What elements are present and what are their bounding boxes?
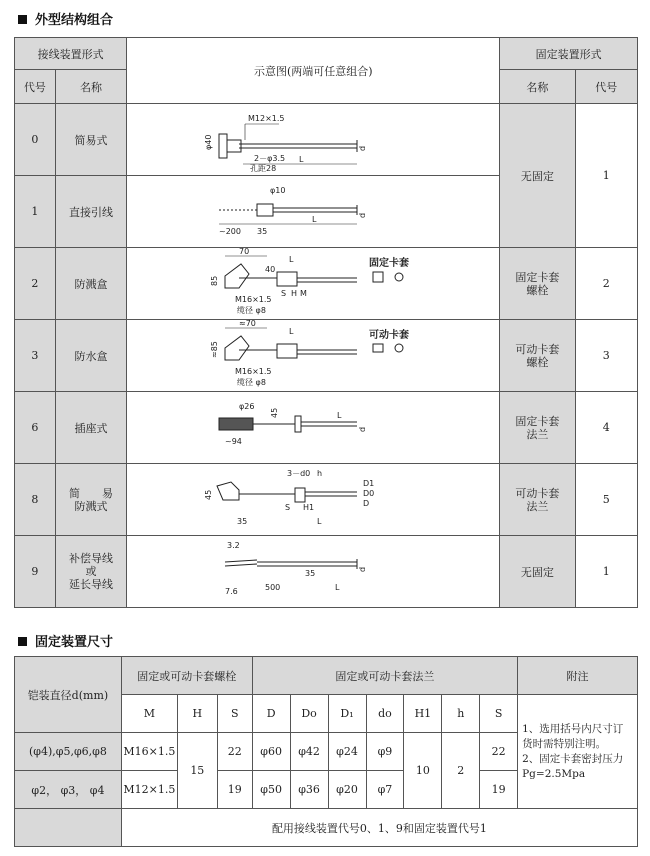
s2-cell: 19 [480, 771, 518, 809]
svg-text:~94: ~94 [225, 437, 243, 446]
diameter-cell: (φ4),φ5,φ6,φ8 [15, 733, 122, 771]
row-name: 直接引线 [55, 176, 127, 248]
row-name: 简易式 [55, 104, 127, 176]
svg-text:d: d [358, 212, 368, 218]
svg-text:70: 70 [239, 248, 250, 256]
fix-code: 3 [575, 320, 637, 392]
diagram-simple-splash [127, 464, 500, 536]
row-code: 0 [15, 104, 56, 176]
col-header: H1 [404, 695, 442, 733]
svg-text:φ10: φ10 [270, 186, 286, 195]
structure-table [14, 37, 638, 608]
section-title-structure [18, 9, 113, 28]
d1-cell: φ20 [328, 771, 366, 809]
notes-cell: 1、选用括号内尺寸订货时需特别注明。 2、固定卡套密封压力Pg=2.5Mpa [518, 695, 638, 809]
svg-text:M: M [300, 289, 308, 298]
svg-text:L: L [335, 583, 340, 592]
svg-text:φ40: φ40 [204, 134, 214, 150]
row-name: 防水盒 [55, 320, 127, 392]
diagram-simple [127, 104, 500, 176]
fix-name-fixed-bolt: 固定卡套 螺栓 [500, 248, 575, 320]
fix-name-none: 无固定 [500, 104, 575, 248]
col-header: S [217, 695, 252, 733]
section-title-dimensions [18, 631, 113, 650]
svg-text:3－d0: 3－d0 [287, 469, 311, 478]
svg-text:M12×1.5: M12×1.5 [248, 114, 285, 123]
svg-text:45: 45 [270, 407, 280, 418]
svg-text:φ26: φ26 [239, 402, 255, 411]
svg-text:d: d [358, 566, 368, 572]
s-cell: 22 [217, 733, 252, 771]
row-code: 9 [15, 536, 56, 608]
svg-text:缆径 φ8: 缆径 φ8 [237, 378, 267, 387]
s-cell: 19 [217, 771, 252, 809]
svg-text:孔距28: 孔距28 [250, 164, 277, 173]
svg-text:45: 45 [204, 489, 214, 500]
col-header: do [366, 695, 404, 733]
footer-note: 配用接线装置代号0、1、9和固定装置代号1 [121, 809, 637, 847]
row-name: 插座式 [55, 392, 127, 464]
svg-text:35: 35 [305, 569, 316, 578]
svg-text:M16×1.5: M16×1.5 [235, 295, 272, 304]
row-code: 2 [15, 248, 56, 320]
svg-text:M16×1.5: M16×1.5 [235, 367, 272, 376]
col-header: Do [290, 695, 328, 733]
square-bullet-icon [18, 15, 27, 24]
header-diameter: 铠装直径d(mm) [15, 657, 122, 733]
d1-cell: φ24 [328, 733, 366, 771]
header-diagram: 示意图(两端可任意组合) [127, 38, 500, 104]
fix-code: 1 [575, 104, 637, 248]
svg-text:500: 500 [265, 583, 281, 592]
do-cell: φ42 [290, 733, 328, 771]
row-code: 3 [15, 320, 56, 392]
svg-text:d: d [358, 426, 368, 432]
section-title-text: 固定装置尺寸 [35, 635, 114, 650]
fix-code: 4 [575, 392, 637, 464]
col-header: D₁ [328, 695, 366, 733]
svg-text:≈85: ≈85 [210, 341, 220, 358]
svg-text:D: D [363, 499, 370, 508]
svg-text:D1: D1 [363, 479, 375, 488]
col-header: h [442, 695, 480, 733]
svg-text:40: 40 [265, 265, 276, 274]
svg-text:L: L [337, 411, 342, 420]
fix-name-none: 无固定 [500, 536, 575, 608]
svg-text:h: h [317, 469, 323, 478]
header-fixing-type: 固定装置形式 [500, 38, 638, 70]
svg-text:L: L [317, 517, 322, 526]
small-do-cell: φ7 [366, 771, 404, 809]
diagram-socket [127, 392, 500, 464]
svg-text:缆径 φ8: 缆径 φ8 [237, 306, 267, 315]
diagram-compensation-wire [127, 536, 500, 608]
svg-text:~200: ~200 [219, 227, 242, 236]
fix-code: 1 [575, 536, 637, 608]
svg-text:3.2: 3.2 [227, 541, 240, 550]
h-cell: 15 [177, 733, 217, 809]
col-header: M [121, 695, 177, 733]
svg-text:85: 85 [210, 275, 220, 286]
m-cell: M16×1.5 [121, 733, 177, 771]
header-flange-group: 固定或可动卡套法兰 [252, 657, 517, 695]
svg-text:L: L [299, 155, 304, 164]
row-code: 6 [15, 392, 56, 464]
svg-text:≈70: ≈70 [239, 320, 257, 328]
row-code: 8 [15, 464, 56, 536]
svg-text:固定卡套: 固定卡套 [369, 258, 410, 269]
small-h-cell: 2 [442, 733, 480, 809]
diagram-waterproof-box [127, 320, 500, 392]
col-header: D [252, 695, 290, 733]
svg-text:L: L [289, 255, 294, 264]
svg-text:S: S [285, 503, 291, 512]
m-cell: M12×1.5 [121, 771, 177, 809]
svg-text:2－φ3.5: 2－φ3.5 [254, 154, 286, 163]
fix-name-movable-bolt: 可动卡套 螺栓 [500, 320, 575, 392]
diameter-cell: φ2， φ3， φ4 [15, 771, 122, 809]
header-name: 名称 [55, 70, 127, 104]
fix-name-fixed-flange: 固定卡套 法兰 [500, 392, 575, 464]
header-connection-type: 接线装置形式 [15, 38, 127, 70]
row-name: 简 易 防溅式 [55, 464, 127, 536]
header-fix-name: 名称 [500, 70, 575, 104]
do-cell: φ36 [290, 771, 328, 809]
fix-code: 2 [575, 248, 637, 320]
svg-text:H: H [291, 289, 298, 298]
col-header: H [177, 695, 217, 733]
section-title-text: 外型结构组合 [35, 13, 114, 28]
footer-blank [15, 809, 122, 847]
dimension-table [14, 656, 638, 847]
s2-cell: 22 [480, 733, 518, 771]
svg-text:H1: H1 [303, 503, 315, 512]
col-header: S [480, 695, 518, 733]
fix-name-movable-flange: 可动卡套 法兰 [500, 464, 575, 536]
diagram-direct-lead [127, 176, 500, 248]
svg-text:L: L [312, 215, 317, 224]
svg-text:35: 35 [237, 517, 248, 526]
header-notes: 附注 [518, 657, 638, 695]
row-name: 防溅盒 [55, 248, 127, 320]
fix-code: 5 [575, 464, 637, 536]
h1-cell: 10 [404, 733, 442, 809]
svg-text:S: S [281, 289, 287, 298]
d-cell: φ50 [252, 771, 290, 809]
row-name: 补偿导线 或 延长导线 [55, 536, 127, 608]
svg-text:7.6: 7.6 [225, 587, 238, 596]
square-bullet-icon [18, 637, 27, 646]
diagram-splash-box [127, 248, 500, 320]
d-cell: φ60 [252, 733, 290, 771]
row-code: 1 [15, 176, 56, 248]
header-bolt-group: 固定或可动卡套螺栓 [121, 657, 252, 695]
svg-text:可动卡套: 可动卡套 [369, 330, 410, 341]
header-code: 代号 [15, 70, 56, 104]
svg-text:35: 35 [257, 227, 268, 236]
svg-text:L: L [289, 327, 294, 336]
small-do-cell: φ9 [366, 733, 404, 771]
header-fix-code: 代号 [575, 70, 637, 104]
svg-text:d: d [358, 145, 368, 151]
svg-text:D0: D0 [363, 489, 375, 498]
